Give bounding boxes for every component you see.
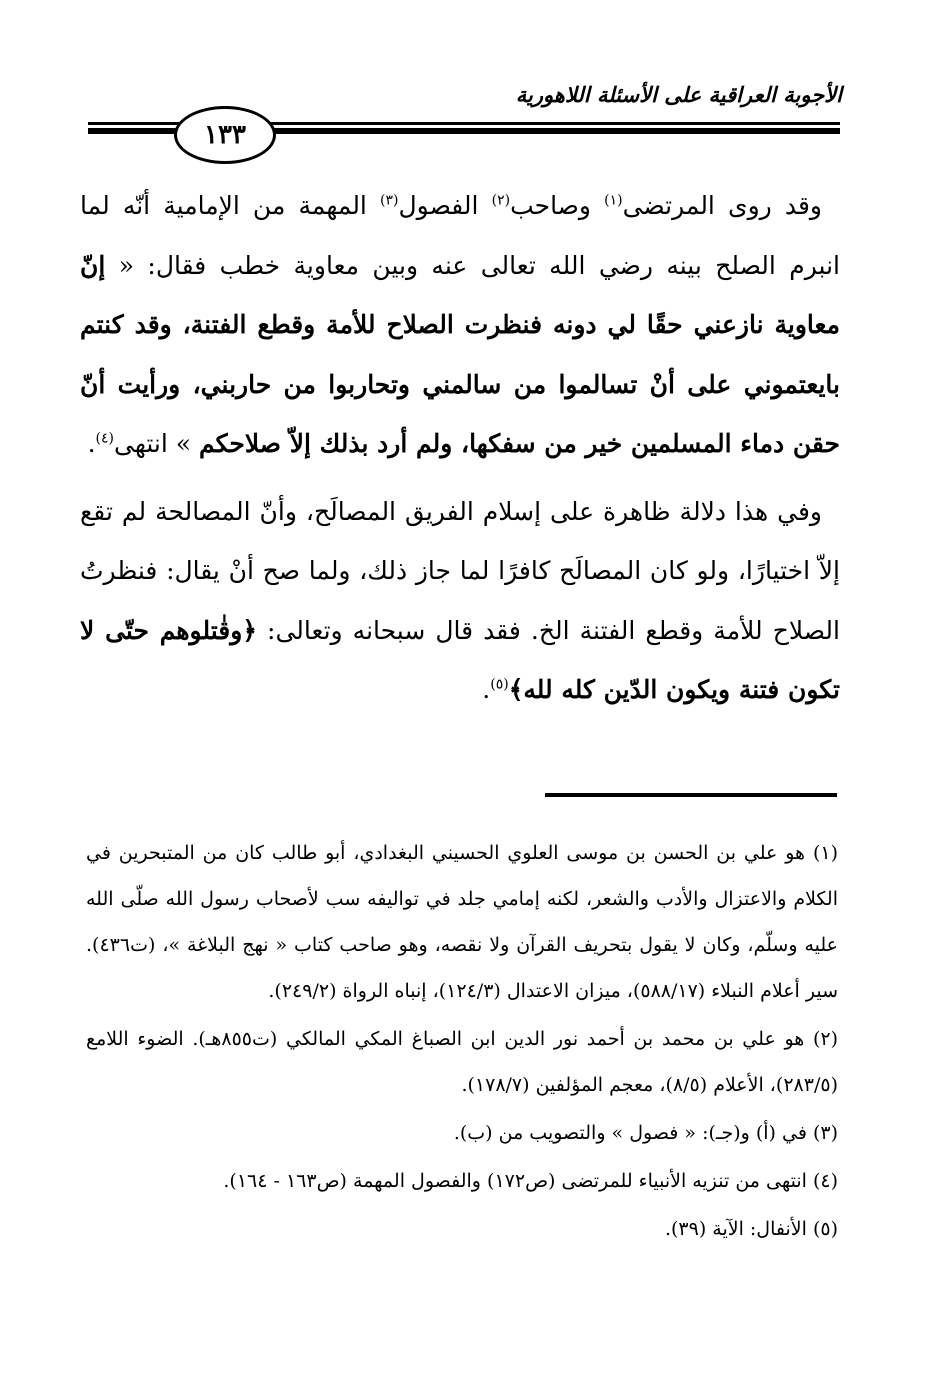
footnote-5: (٥) الأنفال: الآية (٣٩). — [664, 1218, 838, 1240]
footnotes — [86, 830, 838, 1254]
main-text — [80, 176, 840, 728]
footnote-ref-3: (٣) — [380, 192, 399, 209]
footnote-ref-4: (٤) — [95, 430, 114, 447]
footnote-2: (٢) هو علي بن محمد بن أحمد نور الدين ابن الصباغ المكي المالكي (ت٨٥٥هـ). الضوء اللامع (٢٨٣/٥)، الأعلام (٨/٥)، معجم المؤلفين (١٧٨/٧). — [86, 1028, 838, 1096]
p2-text: وفي هذا دلالة ظاهرة على إسلام الفريق المصالَح، وأنّ المصالحة لم تقع إلاّ اختيارًا، ولو كان المصالَح كافرًا لما جاز ذلك، ولما صح أنْ يقال: فنظرتُ الصلاح للأمة وقطع الفتنة الخ. فقد قال سبحانه وتعالى: — [80, 496, 840, 645]
paragraph-2 — [80, 482, 840, 720]
p1-mid-text-1: وصاحب — [510, 191, 605, 220]
p1-end: . — [87, 429, 96, 458]
footnote-separator — [545, 793, 837, 797]
footnote-4: (٤) انتهى من تنزيه الأنبياء للمرتضى (ص١٧٢) والفصول المهمة (ص١٦٣ - ١٦٤). — [223, 1170, 838, 1192]
p1-mid-text-3: المهمة من الإمامية أنّه لما انبرم الصلح بينه رضي الله تعالى عنه وبين معاوية خطب فقال: « — [80, 191, 840, 280]
footnote-ref-2: (٢) — [491, 192, 511, 209]
paragraph-1 — [80, 176, 840, 474]
quoted-speech: إنّ معاوية نازعني حقًا لي دونه فنظرت الصلاح للأمة وقطع الفتنة، وقد كنتم بايعتموني على أنْ تسالموا من سالمني وتحاربوا من حاربني، ورأيت أنّ حقن دماء المسلمين خير من سفكها، ولم أرد بذلك إلاّ صلاحكم — [80, 250, 840, 458]
p1-mid-text-2: الفصول — [398, 191, 492, 220]
quran-verse: ﴿وقٰتلوهم حتّى لا تكون فتنة ويكون الدّين كله لله﴾ — [80, 615, 840, 704]
running-header-title: الأجوبة العراقية على الأسئلة اللاهورية — [515, 82, 842, 107]
footnote-ref-5: (٥) — [490, 676, 509, 693]
p1-tail-text: » انتهى — [113, 429, 199, 458]
p1-lead-text: وقد روى المرتضى — [622, 191, 822, 220]
footnote-ref-1: (١) — [604, 192, 623, 209]
footnote-1: (١) هو علي بن الحسن بن موسى العلوي الحسيني البغدادي، أبو طالب كان من المتبحرين في الكلام والاعتزال والأدب والشعر، لكنه إمامي جلد في تواليفه سب لأصحاب رسول الله صلّى الله عليه وسلّم، وكان لا يقول بتحريف القرآن ولا نقصه، وهو صاحب كتاب « نهج البلاغة »، (ت٤٣٦). سير أعلام النبلاء (٥٨٨/١٧)، ميزان الاعتدال (١٢٤/٣)، إنباه الرواة (٢٤٩/٢). — [86, 842, 838, 1002]
page-number: ١٣٣ — [174, 106, 276, 164]
footnote-3: (٣) في (أ) و(جـ): « فصول » والتصويب من (ب). — [453, 1122, 838, 1144]
p2-end: . — [482, 675, 491, 704]
